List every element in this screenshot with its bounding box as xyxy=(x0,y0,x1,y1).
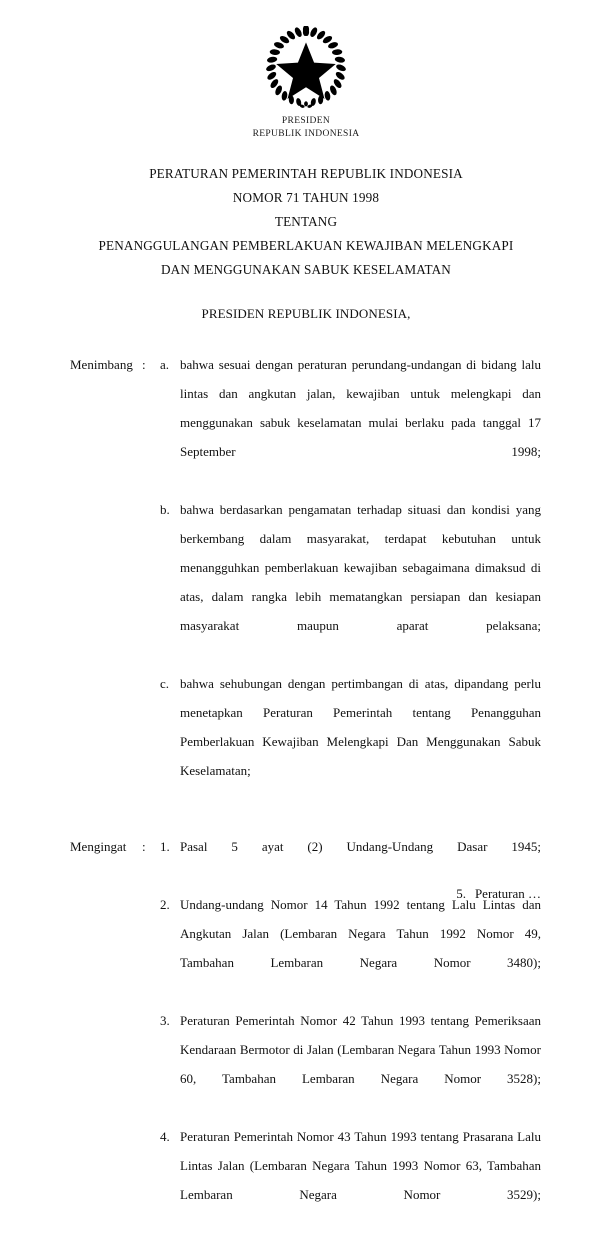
item-text: Undang-undang Nomor 14 Tahun 1992 tentang Lalu Lintas dan Angkutan Jalan (Lembaran Negara Tahun 1992 Nomor 49, Tambahan Lembaran Negara Nomor 3480); xyxy=(180,897,541,970)
item-marker: 1. xyxy=(160,839,170,854)
item-text: Pasal 5 ayat (2) Undang-Undang Dasar 1945; xyxy=(180,839,541,854)
emblem-caption-line1: PRESIDEN xyxy=(281,116,331,126)
emblem-caption-line2: REPUBLIK INDONESIA xyxy=(252,128,360,139)
title-subject-line2: DAN MENGGUNAKAN SABUK KESELAMATAN xyxy=(161,262,451,277)
item-text: bahwa berdasarkan pengamatan terhadap situasi dan kondisi yang berkembang dalam masyarakat, terdapat kebutuhan untuk menangguhkan pemberlakuan kewajiban sebagaimana dimaksud di atas, dalam rangka lebih mematangkan persiapan dan kesiapan masyarakat maupun aparat pelaksana; xyxy=(180,502,541,633)
mengingat-label: Mengingat xyxy=(70,839,127,854)
list-item xyxy=(160,669,541,814)
document-header xyxy=(0,0,612,140)
menimbang-items xyxy=(160,350,541,814)
clauses-container xyxy=(0,350,612,1238)
opening-authority-line: PRESIDEN REPUBLIK INDONESIA, xyxy=(201,306,411,321)
title-number-year: NOMOR 71 TAHUN 1998 xyxy=(232,190,380,205)
title-subject-line1: PENANGGULANGAN PEMBERLAKUAN KEWAJIBAN MELENGKAPI xyxy=(98,238,514,253)
catchword-number: 5. xyxy=(456,886,466,901)
title-regulation-type: PERATURAN PEMERINTAH REPUBLIK INDONESIA xyxy=(149,166,463,181)
menimbang-colon: : xyxy=(142,357,146,372)
menimbang-label: Menimbang xyxy=(70,357,133,372)
catchword-text: Peraturan … xyxy=(474,886,541,901)
list-item xyxy=(160,495,541,669)
item-marker: a. xyxy=(160,357,170,372)
item-marker: c. xyxy=(160,676,170,691)
title-about-keyword: TENTANG xyxy=(274,214,338,229)
page-catchword xyxy=(456,879,541,908)
emblem-caption xyxy=(0,115,612,140)
section-menimbang xyxy=(70,350,541,814)
item-text: Peraturan Pemerintah Nomor 43 Tahun 1993 tentang Prasarana Lalu Lintas Jalan (Lembaran Negara Tahun 1993 Nomor 63, Tambahan Lembaran Negara Nomor 3529); xyxy=(180,1129,541,1202)
item-marker: b. xyxy=(160,502,170,517)
document-title-block xyxy=(0,162,612,282)
item-text: bahwa sehubungan dengan pertimbangan di atas, dipandang perlu menetapkan Peraturan Pemerintah tentang Penangguhan Pemberlakuan Kewajiban Melengkapi Dan Menggunakan Sabuk Keselamatan; xyxy=(180,676,541,778)
item-marker: 2. xyxy=(160,897,170,912)
list-item xyxy=(160,1122,541,1238)
list-item xyxy=(160,1006,541,1122)
item-text: bahwa sesuai dengan peraturan perundang-undangan di bidang lalu lintas dan angkutan jalan, kewajiban untuk melengkapi dan menggunakan sabuk keselamatan mulai berlaku pada tanggal 17 September 1998; xyxy=(180,357,541,459)
item-text: Peraturan Pemerintah Nomor 42 Tahun 1993 tentang Pemeriksaan Kendaraan Bermotor di Jalan (Lembaran Negara Tahun 1993 Nomor 60, Tambahan Lembaran Negara Nomor 3528); xyxy=(180,1013,541,1086)
item-marker: 3. xyxy=(160,1013,170,1028)
item-marker: 4. xyxy=(160,1129,170,1144)
list-item xyxy=(160,350,541,495)
mengingat-colon: : xyxy=(142,839,146,854)
garuda-star-wreath-emblem xyxy=(263,26,349,112)
